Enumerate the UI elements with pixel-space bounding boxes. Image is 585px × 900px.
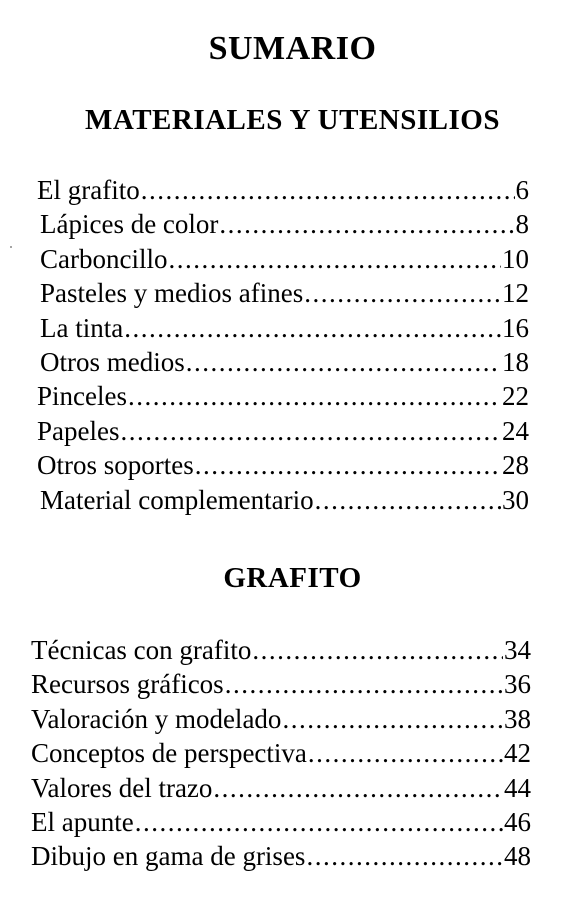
dot-leader	[141, 173, 515, 207]
toc-entry[interactable]	[37, 483, 529, 517]
toc-entry-page-number: 46	[504, 806, 531, 837]
toc-entry-page-number: 16	[502, 312, 529, 343]
toc-entry-label: Conceptos de perspectiva	[31, 738, 307, 769]
toc-entry-page-number: 42	[504, 738, 531, 769]
toc-entry[interactable]	[37, 345, 529, 379]
page-title: SUMARIO	[208, 30, 377, 67]
toc-entry[interactable]	[31, 667, 531, 701]
toc-entry[interactable]	[37, 414, 529, 448]
toc-entry-page-number: 10	[502, 243, 529, 274]
dot-leader	[315, 483, 501, 517]
toc-entry-page-number: 28	[502, 450, 529, 481]
toc-entry-page-number: 22	[502, 381, 529, 412]
toc-entry[interactable]	[31, 839, 531, 873]
toc-entry-label: Otros medios	[40, 346, 185, 377]
toc-entry[interactable]	[37, 311, 529, 345]
toc-entry-page-number: 12	[502, 278, 529, 309]
dot-leader	[304, 276, 501, 310]
toc-entry[interactable]	[37, 173, 529, 207]
dot-leader	[135, 805, 503, 839]
section-heading-materials: MATERIALES Y UTENSILIOS	[85, 104, 500, 136]
toc-entry-label: Recursos gráficos	[31, 669, 224, 700]
toc-entry[interactable]	[37, 242, 529, 276]
toc-entry-page-number: 24	[502, 415, 529, 446]
dot-leader	[195, 448, 501, 482]
dot-leader	[225, 667, 503, 701]
toc-entry-page-number: 6	[515, 175, 529, 205]
toc-entry-label: Material complementario	[40, 484, 314, 515]
toc-entry-label: Pinceles	[37, 381, 127, 412]
toc-entry-page-number: 44	[504, 772, 531, 803]
toc-entry-label: Dibujo en gama de grises	[31, 841, 306, 872]
dot-leader	[252, 633, 503, 667]
dot-leader	[120, 414, 501, 448]
dot-leader	[168, 242, 501, 276]
dot-leader	[219, 207, 514, 241]
toc-entry[interactable]	[37, 207, 529, 241]
toc-entry-page-number: 34	[504, 635, 531, 665]
section-heading-grafito: GRAFITO	[223, 562, 362, 594]
toc-entry-page-number: 38	[504, 703, 531, 734]
toc-entry-label: Valores del trazo	[31, 772, 213, 803]
toc-entry[interactable]	[37, 448, 529, 482]
toc-list-materials	[37, 173, 529, 517]
dot-leader	[282, 702, 503, 736]
toc-entry[interactable]	[31, 771, 531, 805]
toc-entry-page-number: 8	[515, 209, 529, 240]
toc-entry-page-number: 18	[502, 346, 529, 377]
toc-entry-label: Pasteles y medios afines	[40, 278, 304, 309]
dot-leader	[124, 311, 501, 345]
dot-leader	[186, 345, 501, 379]
toc-entry[interactable]	[31, 805, 531, 839]
toc-entry-label: Lápices de color	[40, 209, 219, 240]
toc-entry-page-number: 30	[502, 484, 529, 515]
toc-entry-label: Papeles	[37, 415, 120, 446]
toc-entry-page-number: 36	[504, 669, 531, 700]
scan-speck	[10, 246, 12, 248]
toc-entry-label: El grafito	[37, 175, 140, 205]
dot-leader	[128, 379, 501, 413]
dot-leader	[306, 839, 503, 873]
dot-leader	[308, 736, 503, 770]
toc-entry[interactable]	[37, 379, 529, 413]
toc-entry-label: El apunte	[31, 806, 134, 837]
toc-entry-page-number: 48	[504, 841, 531, 872]
toc-entry[interactable]	[31, 633, 531, 667]
toc-entry[interactable]	[31, 736, 531, 770]
toc-entry-label: Valoración y modelado	[31, 703, 282, 734]
toc-entry[interactable]	[31, 702, 531, 736]
toc-entry-label: Carboncillo	[40, 243, 168, 274]
toc-entry-label: Otros soportes	[37, 450, 194, 481]
toc-entry-label: Técnicas con grafito	[31, 635, 252, 665]
toc-entry[interactable]	[37, 276, 529, 310]
toc-list-grafito	[31, 633, 531, 874]
dot-leader	[213, 771, 503, 805]
toc-entry-label: La tinta	[40, 312, 124, 343]
